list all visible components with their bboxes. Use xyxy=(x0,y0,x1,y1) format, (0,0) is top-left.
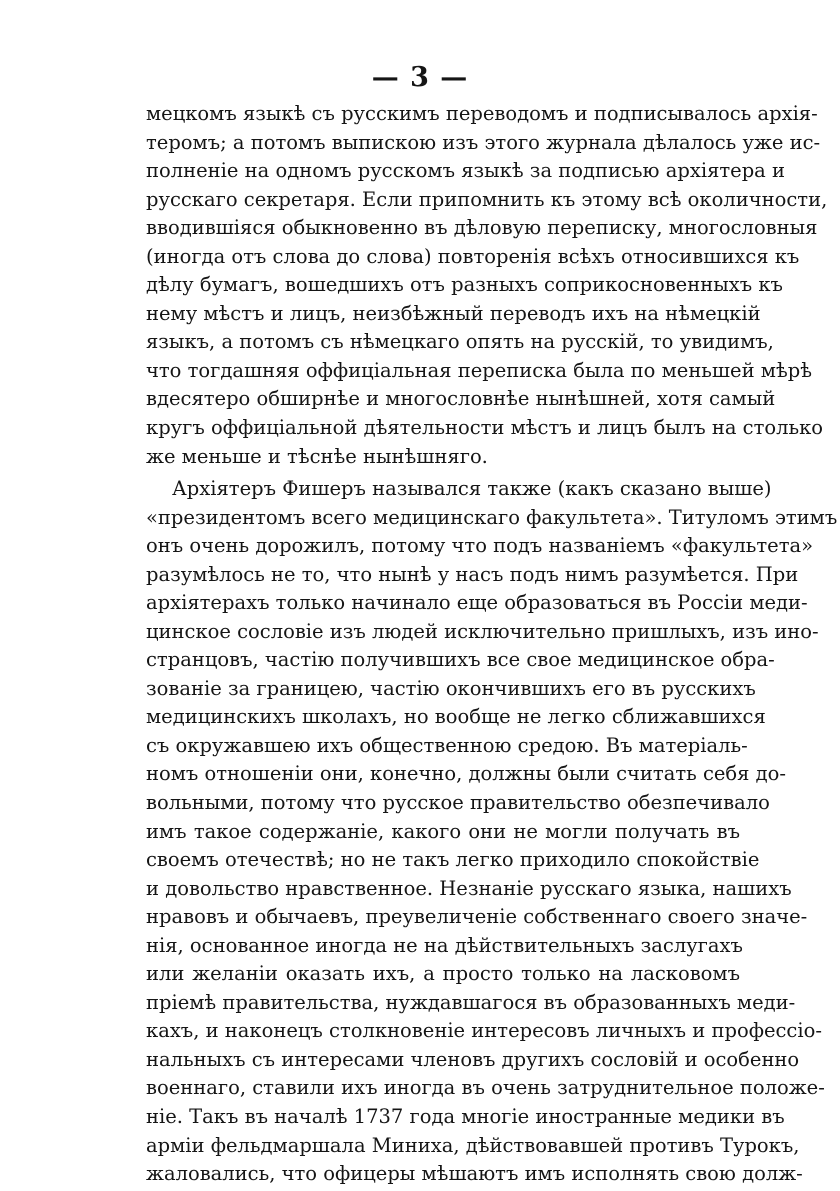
text-line: «президентомъ всего медицинскаго факультета». Титуломъ этимъ xyxy=(146,505,838,529)
text-line: кругъ оффиціальной дѣятельности мѣстъ и лицъ былъ на столько xyxy=(146,415,824,439)
text-line: имъ такое содержаніе, какого они не могли получать въ xyxy=(146,819,740,843)
text-line: русскаго секретаря. Если припомнить къ этому всѣ околичности, xyxy=(146,187,828,211)
text-line: жаловались, что офицеры мѣшаютъ имъ исполнять свою долж- xyxy=(146,1162,803,1185)
text-line: теромъ; а потомъ выпискою изъ этого журнала дѣлалось уже ис- xyxy=(146,130,821,154)
text-line: нія, основанное иногда не на дѣйствительныхъ заслугахъ xyxy=(146,933,743,957)
text-line: дѣлу бумагъ, вошедшихъ отъ разныхъ соприкосновенныхъ къ xyxy=(146,273,783,297)
text-line: разумѣлось не то, что нынѣ у насъ подъ нимъ разумѣется. При xyxy=(146,562,799,586)
page-number: — 3 — xyxy=(371,62,469,93)
text-line: Архіятеръ Фишеръ назывался также (какъ сказано выше) xyxy=(172,477,772,500)
text-line: пріемѣ правительства, нуждавшагося въ образованныхъ меди- xyxy=(146,990,796,1014)
text-line: медицинскихъ школахъ, но вообще не легко сближавшихся xyxy=(146,705,766,729)
text-line: полненіе на одномъ русскомъ языкѣ за подписью архіятера и xyxy=(146,159,785,183)
text-line: номъ отношеніи они, конечно, должны были считать себя до- xyxy=(146,762,786,786)
text-line: вольными, потому что русское правительство обезпечивало xyxy=(146,791,770,814)
text-line: же меньше и тѣснѣе нынѣшняго. xyxy=(146,444,488,468)
text-line: странцовъ, частію получившихъ все свое медицинское обра- xyxy=(146,648,775,672)
text-line: военнаго, ставили ихъ иногда въ очень затруднительное положе- xyxy=(146,1076,825,1100)
text-line: арміи фельдмаршала Миниха, дѣйствовавшей противъ Турокъ, xyxy=(146,1133,800,1157)
text-line: (иногда отъ слова до слова) повторенія всѣхъ относившихся къ xyxy=(146,244,800,268)
text-line: цинское сословіе изъ людей исключительно пришлыхъ, изъ ино- xyxy=(146,619,819,643)
text-line: съ окружавшею ихъ общественною средою. Въ матеріаль- xyxy=(146,733,748,757)
text-line: нравовъ и обычаевъ, преувеличеніе собственнаго своего значе- xyxy=(146,905,808,929)
text-line: или желаніи оказать ихъ, а просто только на ласковомъ xyxy=(146,962,740,986)
text-line: кахъ, и наконецъ столкновеніе интересовъ личныхъ и профессіо- xyxy=(146,1019,822,1043)
text-line: зованіе за границею, частію окончившихъ его въ русскихъ xyxy=(146,676,756,700)
text-line: мецкомъ языкѣ съ русскимъ переводомъ и подписывалось архія- xyxy=(146,102,818,125)
text-line: что тогдашняя оффиціальная переписка была по меньшей мѣрѣ xyxy=(146,358,812,382)
text-line: нальныхъ съ интересами членовъ другихъ сословій и особенно xyxy=(146,1047,800,1071)
text-line: нему мѣстъ и лицъ, неизбѣжный переводъ ихъ на нѣмецкій xyxy=(146,301,761,325)
text-line: вводившіяся обыкновенно въ дѣловую переписку, многословныя xyxy=(146,216,818,240)
text-line: архіятерахъ только начинало еще образоваться въ Россіи меди- xyxy=(146,591,808,615)
text-line: онъ очень дорожилъ, потому что подъ названіемъ «факультета» xyxy=(146,534,814,558)
text-line: своемъ отечествѣ; но не такъ легко приходило спокойствіе xyxy=(146,848,760,872)
text-line: языкъ, а потомъ съ нѣмецкаго опять на русскій, то увидимъ, xyxy=(146,330,774,354)
text-line: и довольство нравственное. Незнаніе русскаго языка, нашихъ xyxy=(146,876,792,900)
text-line: вдесятеро обширнѣе и многословнѣе нынѣшней, хотя самый xyxy=(146,387,776,411)
text-line: ніе. Такъ въ началѣ 1737 года многіе иностранные медики въ xyxy=(146,1104,785,1128)
